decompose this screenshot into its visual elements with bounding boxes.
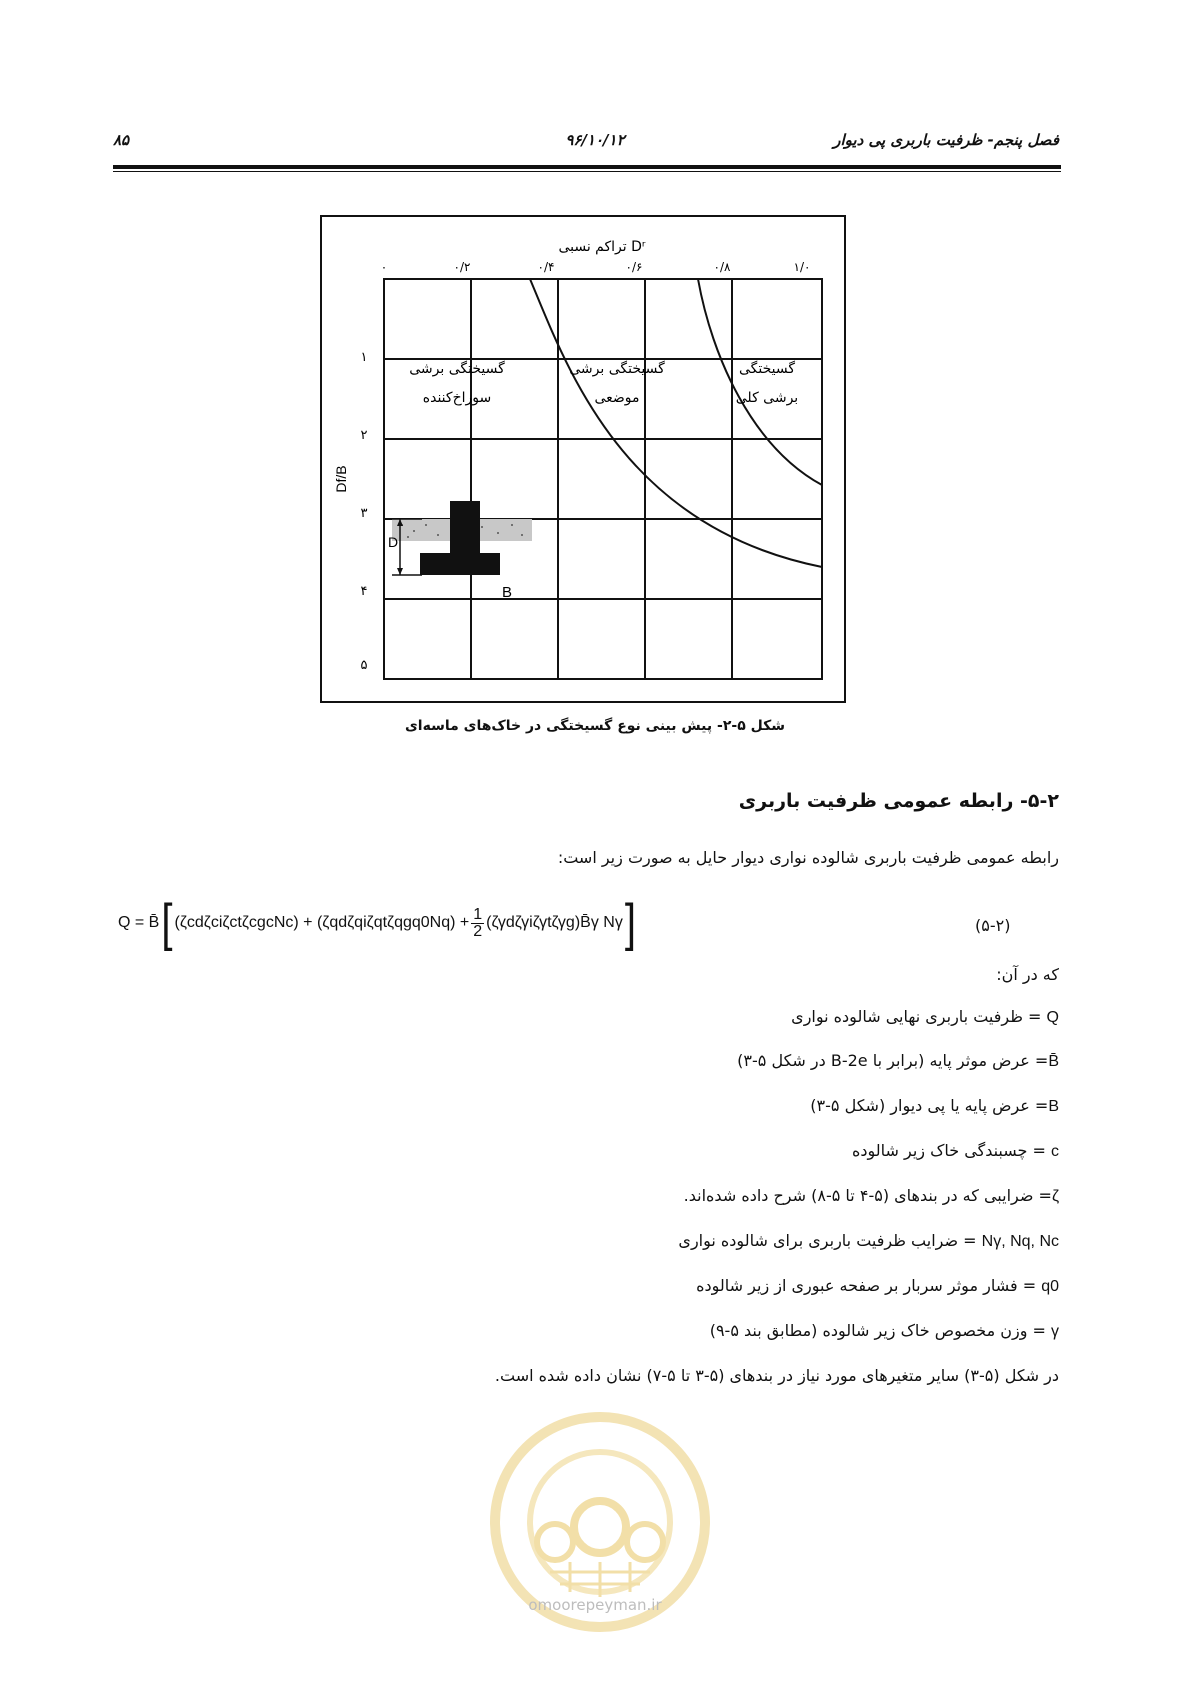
left-tick-1: ۱	[360, 350, 368, 365]
definition-q0	[696, 1276, 1059, 1296]
top-tick-3: ۰/۶	[625, 260, 643, 274]
figure-caption: شکل ۵-۲- پیش بینی نوع گسیختگی در خاک‌های ماسه‌ای	[404, 718, 786, 734]
definition-symbol: B̄	[1048, 1053, 1059, 1070]
watermark-url: omoorepeyman.ir	[528, 1596, 662, 1614]
left-bracket: [	[161, 894, 173, 952]
definition-symbol: Nγ, Nq, Nc	[981, 1233, 1059, 1250]
definition-n-factors	[678, 1231, 1059, 1251]
top-tick-2: ۰/۴	[537, 260, 555, 274]
footing-width-label: B	[502, 584, 513, 601]
where-label: که در آن:	[996, 965, 1059, 984]
left-tick-4: ۴	[360, 584, 368, 599]
boundary-curve-local-general	[698, 279, 822, 485]
left-tick-3: ۳	[360, 506, 368, 521]
definition-text: = ضرایبی که در بندهای (۵-۴ تا ۵-۸) شرح داده شده‌اند.	[683, 1186, 1052, 1205]
definition-q	[791, 1007, 1059, 1027]
section-heading: ۵-۲- رابطه عمومی ظرفیت باربری	[738, 790, 1059, 812]
zone-general-line1: گسیختگی	[738, 361, 796, 377]
definition-text: = ظرفیت باربری نهایی شالوده نواری	[791, 1007, 1047, 1026]
left-axis-title: Df/B	[333, 465, 349, 493]
fraction-numerator: 1	[473, 905, 483, 923]
equation-term1: (ζcdζciζctζcgcNc) + (ζqdζqiζqtζqgq0Nq) +	[174, 914, 470, 931]
definition-symbol: c	[1051, 1143, 1059, 1160]
definition-zeta	[684, 1186, 1059, 1206]
footing-depth-label: D	[388, 534, 399, 550]
definition-b	[810, 1096, 1059, 1116]
definition-gamma	[710, 1321, 1059, 1341]
footing-inset	[388, 501, 532, 601]
definition-b-bar	[737, 1051, 1059, 1071]
failure-chart-svg	[322, 217, 844, 701]
definition-text: = عرض موثر پایه (برابر با B-2e در شکل ۵-۳)	[737, 1051, 1049, 1070]
definition-symbol: Q	[1046, 1009, 1059, 1026]
zone-local-line2: موضعی	[594, 390, 640, 406]
right-bracket: ]	[624, 894, 636, 952]
bearing-capacity-equation	[118, 894, 638, 952]
left-tick-2: ۲	[360, 428, 368, 443]
definition-symbol: ζ	[1051, 1188, 1059, 1205]
boundary-curve-punching-local	[530, 279, 822, 567]
top-tick-0: ۰	[380, 260, 388, 274]
header-rule	[113, 165, 1061, 169]
top-tick-4: ۰/۸	[713, 260, 731, 274]
definition-symbol: B	[1048, 1098, 1059, 1115]
definition-text: = ضرایب ظرفیت باربری برای شالوده نواری	[678, 1231, 982, 1250]
left-tick-5: ۵	[360, 658, 368, 673]
chapter-title: فصل پنجم- ظرفیت باربری پی دیوار	[833, 131, 1059, 149]
zone-general-line2: برشی کلی	[735, 390, 799, 406]
definition-text: = فشار موثر سربار بر صفحه عبوری از زیر شالوده	[696, 1276, 1042, 1295]
definition-text: = وزن مخصوص خاک زیر شالوده (مطابق بند ۵-۹)	[709, 1321, 1051, 1340]
half-fraction	[471, 907, 484, 940]
intro-paragraph: رابطه عمومی ظرفیت باربری شالوده نواری دیوار حایل به صورت زیر است:	[557, 848, 1059, 867]
page-number: ۸۵	[113, 131, 130, 149]
header-date: ۹۶/۱۰/۱۲	[565, 131, 625, 149]
failure-type-figure	[320, 215, 846, 703]
equation-term2: (ζγdζγiζγtζγg)B̄γ Nγ	[486, 914, 623, 931]
definition-text: = عرض پایه یا پی دیوار (شکل ۵-۳)	[810, 1096, 1049, 1115]
definition-c	[852, 1141, 1059, 1161]
fraction-denominator: 2	[473, 922, 483, 940]
watermark-emblem	[500, 1422, 700, 1622]
definition-text: = چسبندگی خاک زیر شالوده	[851, 1141, 1051, 1160]
equation-number: (۵-۲)	[975, 916, 1011, 935]
header-rule-thin	[113, 171, 1061, 172]
equation-lhs: Q = B̄	[118, 914, 160, 931]
top-tick-5: ۱/۰	[793, 260, 811, 274]
zone-local-line1: گسیختگی برشی	[569, 361, 665, 377]
closing-paragraph: در شکل (۵-۳) سایر متغیرهای مورد نیاز در بندهای (۵-۳ تا ۵-۷) نشان داده شده است.	[494, 1366, 1059, 1385]
chart-grid	[384, 279, 822, 679]
definition-symbol: q0	[1041, 1278, 1059, 1295]
zone-punching-line2: سوراخ‌کننده	[422, 390, 492, 406]
zone-punching-line1: گسیختگی برشی	[409, 361, 505, 377]
top-tick-1: ۰/۲	[453, 260, 471, 274]
top-axis-title: Dʳ تراکم نسبی	[558, 239, 646, 255]
definition-symbol: γ	[1051, 1323, 1059, 1340]
